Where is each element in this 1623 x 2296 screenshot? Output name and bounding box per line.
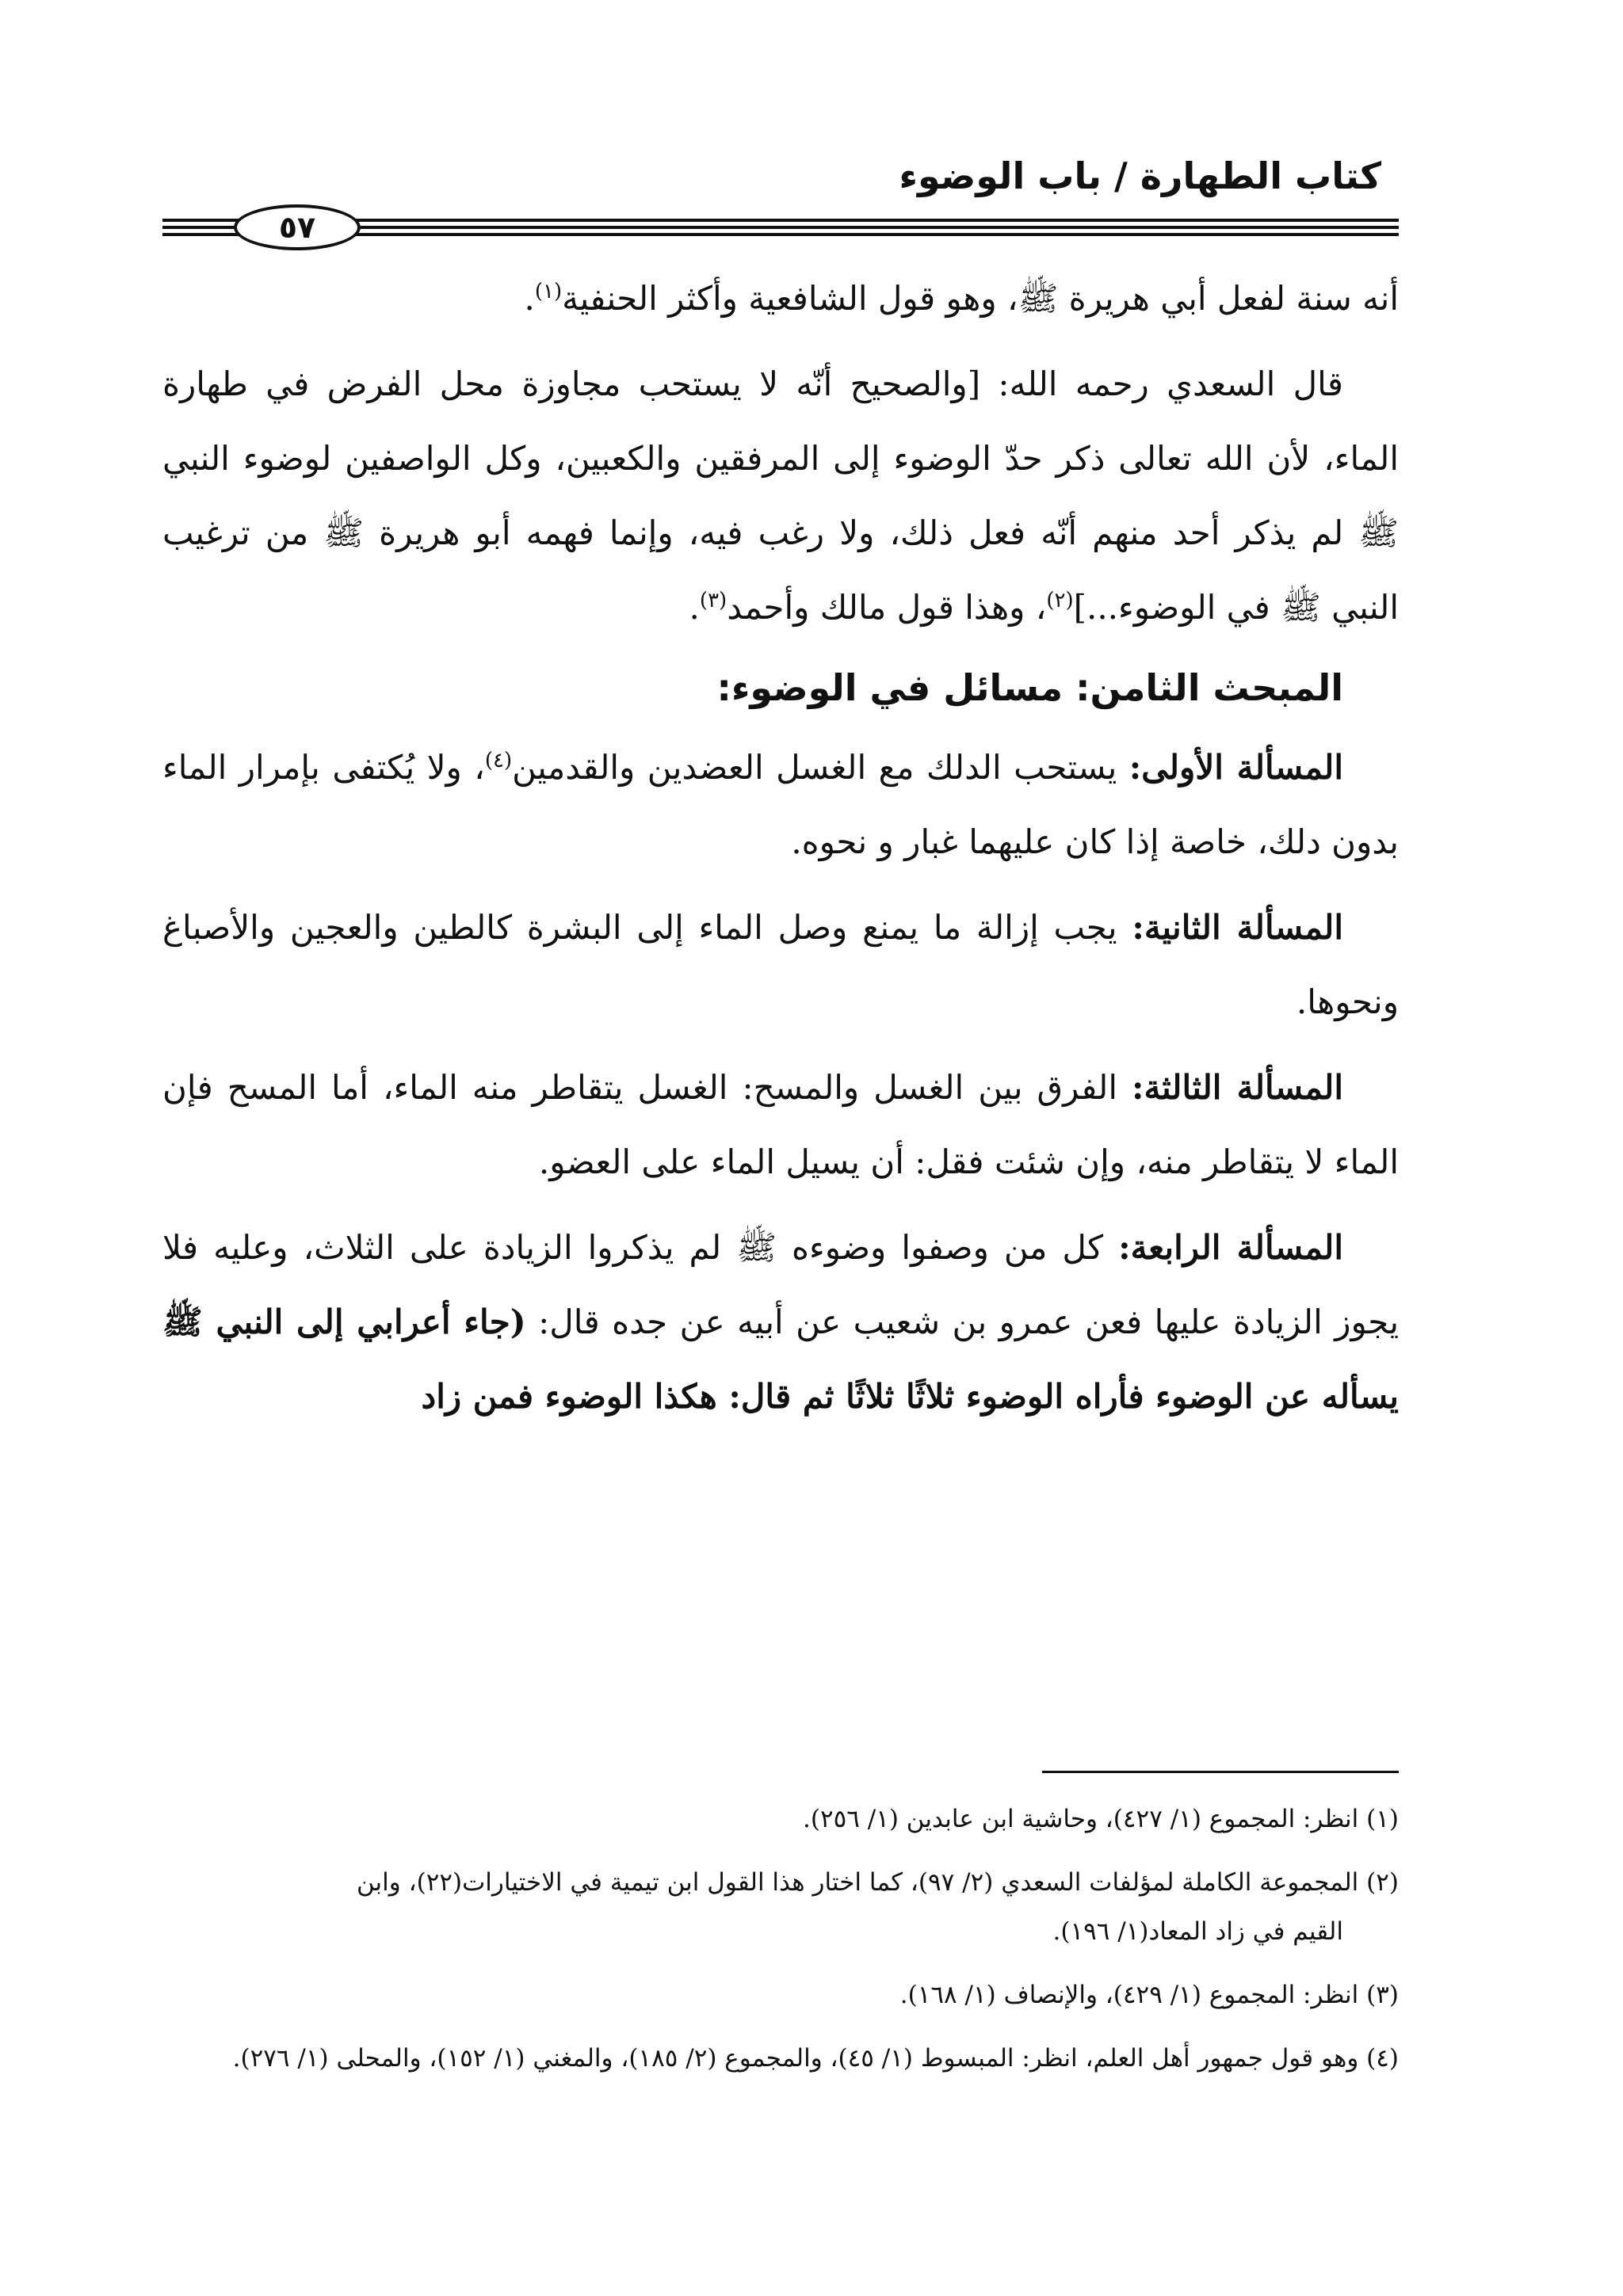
footnote-ref-2: (٢) bbox=[1046, 589, 1074, 612]
footnote-4: (٤) وهو قول جمهور أهل العلم، انظر: المبسوط (١/ ٤٥)، والمجموع (٢/ ١٨٥)، والمغني (١/ ١٥٢)، والمحلى (١/ ٢٧٦). bbox=[232, 2044, 1399, 2073]
footnote-1: (١) انظر: المجموع (١/ ٤٢٧)، وحاشية ابن عابدين (١/ ٢٥٦). bbox=[802, 1805, 1399, 1833]
footnote-ref-3: (٣) bbox=[699, 589, 727, 612]
issue-2-label: المسألة الثانية: bbox=[1132, 908, 1343, 947]
page-number: ٥٧ bbox=[234, 204, 361, 250]
footnote-separator bbox=[1042, 1771, 1399, 1773]
footnote-3: (٣) انظر: المجموع (١/ ٤٢٩)، والإنصاف (١/ ١٦٨). bbox=[899, 1981, 1399, 2009]
footnote-2: (٢) المجموعة الكاملة لمؤلفات السعدي (٢/ ٩٧)، كما اختار هذا القول ابن تيمية في الاختيارات(٢٢)، وابن القيم في زاد المعاد(١/ ١٩٦). bbox=[356, 1868, 1399, 1946]
footnote-ref-4: (٤) bbox=[484, 749, 513, 772]
footnotes bbox=[162, 1794, 1399, 2097]
section-heading: المبحث الثامن: مسائل في الوضوء: bbox=[716, 666, 1343, 709]
issue-1-label: المسألة الأولى: bbox=[1128, 748, 1344, 787]
paragraph-continuation: أنه سنة لفعل أبي هريرة ﷺ، وهو قول الشافعية وأكثر الحنفية$^{(١)}$. bbox=[524, 279, 1399, 318]
footnote-2-continuation: القيم في زاد المعاد(١/ ١٩٦). bbox=[1052, 1917, 1343, 1946]
hadith-quote: (جاء أعرابي إلى النبي ﷺ يسأله عن الوضوء فأراه الوضوء ثلاثًا ثلاثًا ثم قال: هكذا الوضوء فمن زاد bbox=[162, 1302, 1399, 1416]
running-title: كتاب الطهارة / باب الوضوء bbox=[899, 154, 1381, 197]
issue-3-label: المسألة الثالثة: bbox=[1131, 1068, 1343, 1107]
issue-4: المسألة الرابعة: كل من وصفوا وضوءه ﷺ لم يذكروا الزيادة على الثلاث، وعليه فلا يجوز الزيادة عليها فعن عمرو بن شعيب عن أبيه عن جده قال: (جاء أعرابي إلى النبي ﷺ يسأله عن الوضوء فأراه الوضوء ثلاثًا ثلاثًا ثم قال: هكذا الوضوء فمن زاد bbox=[162, 1228, 1400, 1416]
footnote-ref-1: (١) bbox=[534, 280, 563, 303]
issue-4-label: المسألة الرابعة: bbox=[1118, 1228, 1343, 1267]
issue-1: المسألة الأولى: يستحب الدلك مع الغسل العضدين والقدمين$^{(٤)}$، ولا يُكتفى بإمرار الماء بدون دلك، خاصة إذا كان عليهما غبار و نحوه. bbox=[162, 748, 1399, 861]
paragraph-saadi-quote: قال السعدي رحمه الله: [والصحيح أنّه لا يستحب مجاوزة محل الفرض في طهارة الماء، لأن الله تعالى ذكر حدّ الوضوء إلى المرفقين والكعبين، وكل الواصفين لوضوء النبي ﷺ لم يذكر أحد منهم أنّه فعل ذلك، ولا رغب فيه، وإنما فهمه أبو هريرة ﷺ من ترغيب النبي ﷺ في الوضوء...]$^{(٢)}$، وهذا قول مالك وأحمد$^{(٣)}$. bbox=[162, 364, 1399, 627]
issue-2: المسألة الثانية: يجب إزالة ما يمنع وصل الماء إلى البشرة كالطين والعجين والأصباغ ونحوها. bbox=[162, 908, 1399, 1021]
issue-3: المسألة الثالثة: الفرق بين الغسل والمسح: الغسل يتقاطر منه الماء، أما المسح فإن الماء لا يتقاطر منه، وإن شئت فقل: أن يسيل الماء على العضو. bbox=[162, 1068, 1399, 1181]
main-text bbox=[162, 261, 1399, 1434]
header-rule bbox=[162, 212, 1399, 244]
